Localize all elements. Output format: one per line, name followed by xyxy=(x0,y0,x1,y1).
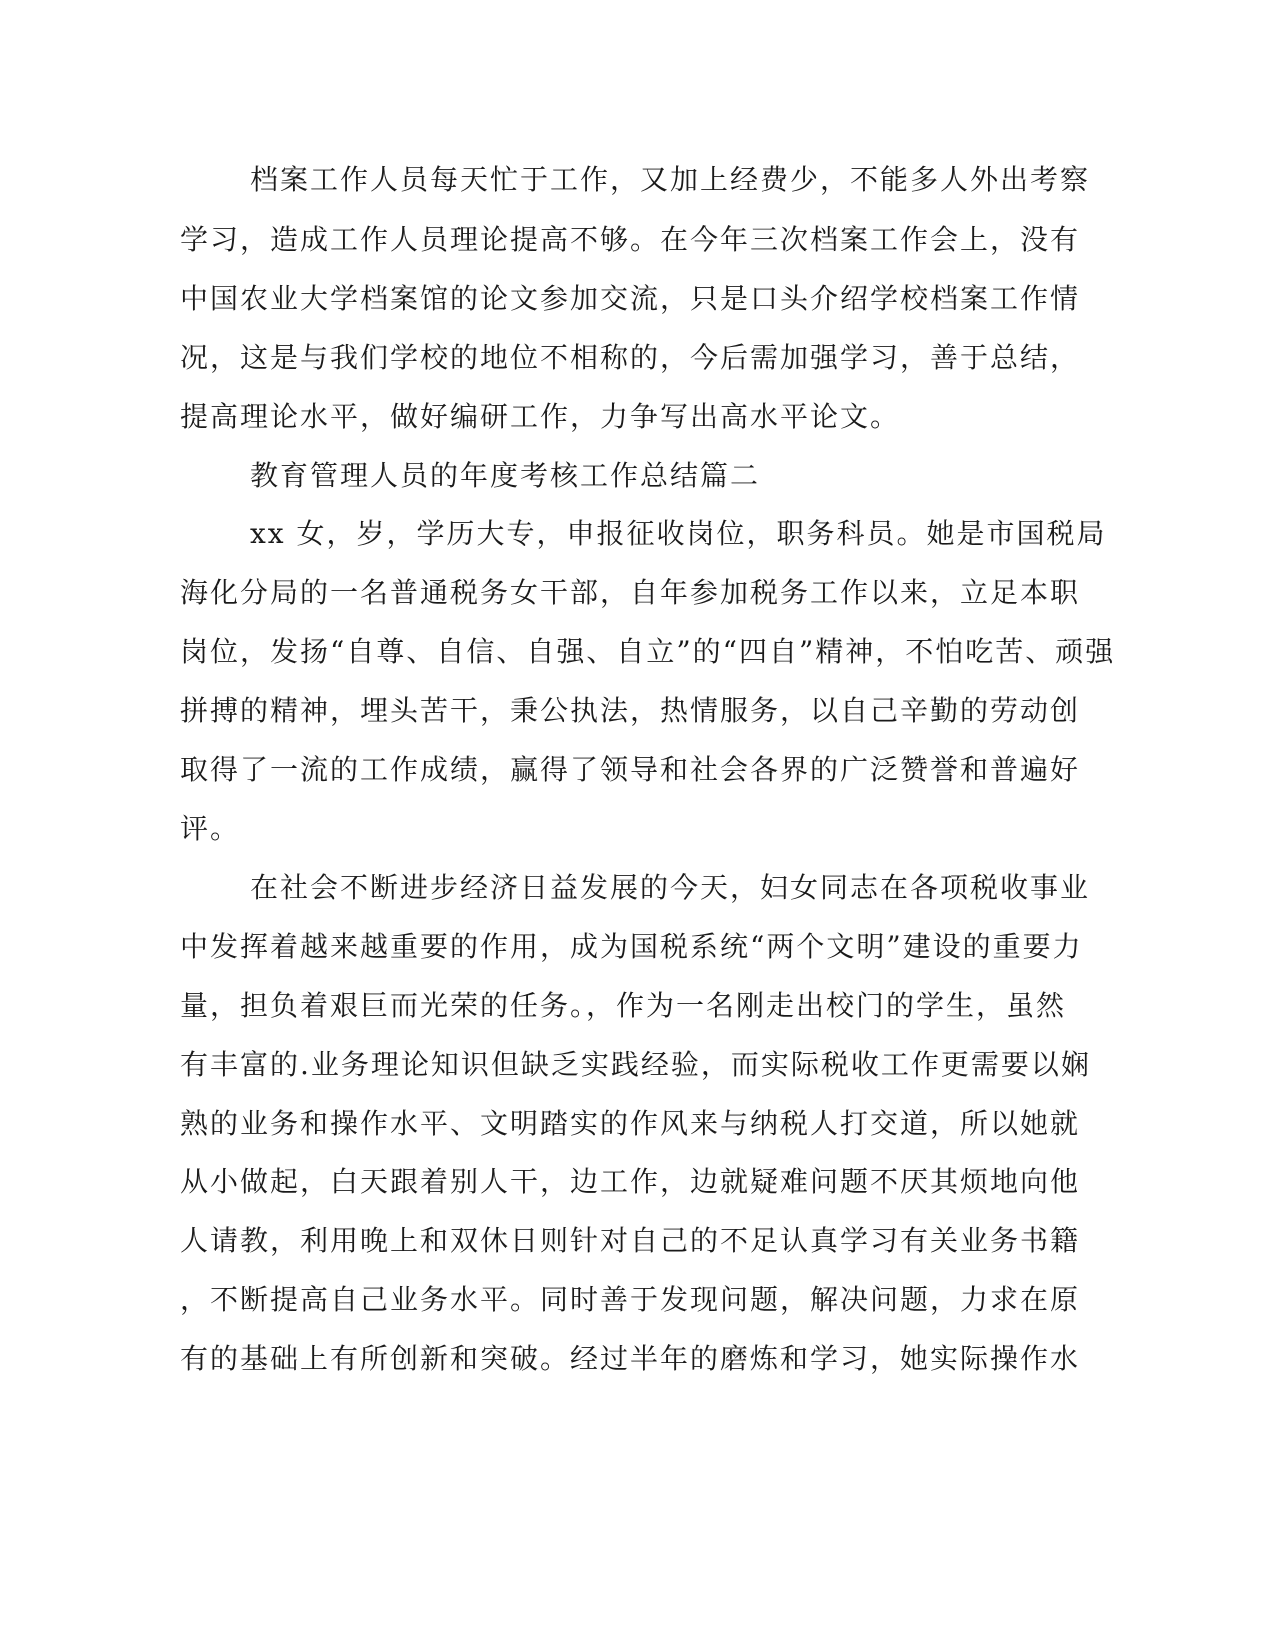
paragraph-line: xx 女，岁，学历大专，申报征收岗位，职务科员。她是市国税局 xyxy=(250,517,1107,550)
paragraph-line: 有丰富的.业务理论知识但缺乏实践经验，而实际税收工作更需要以娴 xyxy=(180,1048,1091,1081)
paragraph-line: 熟的业务和操作水平、文明踏实的作风来与纳税人打交道，所以她就 xyxy=(180,1107,1081,1140)
paragraph-line: 取得了一流的工作成绩，赢得了领导和社会各界的广泛赞誉和普遍好 xyxy=(180,753,1081,786)
paragraph-line: 在社会不断进步经济日益发展的今天，妇女同志在各项税收事业 xyxy=(250,871,1091,904)
paragraph-line: 海化分局的一名普通税务女干部，自年参加税务工作以来，立足本职 xyxy=(180,576,1081,609)
section-heading: 教育管理人员的年度考核工作总结篇二 xyxy=(250,459,761,492)
paragraph-line: 中发挥着越来越重要的作用，成为国税系统“两个文明”建设的重要力 xyxy=(180,930,1083,963)
paragraph-line: 提高理论水平，做好编研工作，力争写出高水平论文。 xyxy=(180,400,901,433)
paragraph-line: 岗位，发扬“自尊、自信、自强、自立”的“四自”精神，不怕吃苦、顽强 xyxy=(180,635,1116,668)
paragraph-line: 人请教，利用晚上和双休日则针对自己的不足认真学习有关业务书籍 xyxy=(180,1224,1081,1257)
paragraph-line: 有的基础上有所创新和突破。经过半年的磨炼和学习，她实际操作水 xyxy=(180,1342,1081,1375)
paragraph-line: 学习，造成工作人员理论提高不够。在今年三次档案工作会上，没有 xyxy=(180,223,1081,256)
paragraph-line: 量，担负着艰巨而光荣的任务。，作为一名刚走出校门的学生，虽然 xyxy=(180,989,1067,1022)
paragraph-line: 档案工作人员每天忙于工作，又加上经费少，不能多人外出考察 xyxy=(250,163,1091,196)
paragraph-line: ，不断提高自己业务水平。同时善于发现问题，解决问题，力求在原 xyxy=(180,1283,1081,1316)
paragraph-line: 从小做起，白天跟着别人干，边工作，边就疑难问题不厌其烦地向他 xyxy=(180,1165,1081,1198)
paragraph-line: 中国农业大学档案馆的论文参加交流，只是口头介绍学校档案工作情 xyxy=(180,282,1081,315)
paragraph-line: 评。 xyxy=(180,812,241,845)
paragraph-line: 拼搏的精神，埋头苦干，秉公执法，热情服务，以自己辛勤的劳动创 xyxy=(180,694,1081,727)
paragraph-line: 况，这是与我们学校的地位不相称的，今后需加强学习，善于总结， xyxy=(180,341,1081,374)
